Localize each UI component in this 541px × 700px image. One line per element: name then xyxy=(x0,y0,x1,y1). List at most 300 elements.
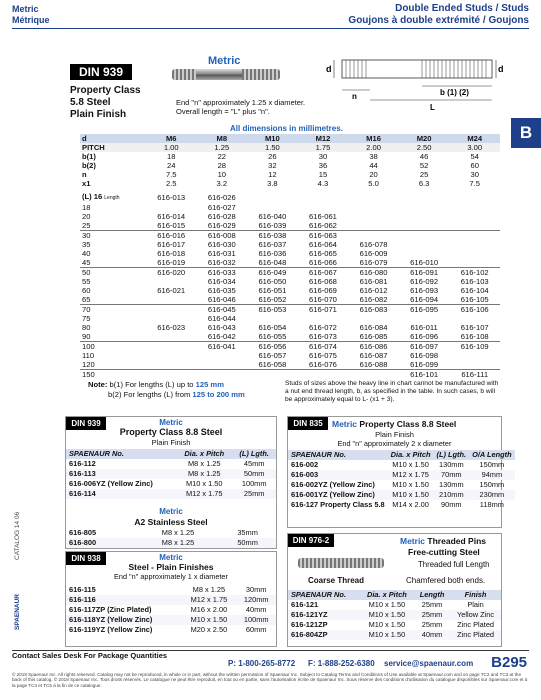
part-cell: 616-027 xyxy=(207,203,236,212)
table-row xyxy=(288,480,515,490)
table-row xyxy=(66,489,276,499)
col-dia-pitch: Dia. x Pitch xyxy=(176,449,232,459)
end-note xyxy=(176,98,305,116)
spec-cell: 1.50 xyxy=(247,143,298,152)
part-cell: 616-071 xyxy=(298,305,349,315)
spec-label: b(1) xyxy=(82,152,96,161)
part-cell: 616-018 xyxy=(157,249,186,258)
spec-cell: 1.75 xyxy=(298,143,349,152)
table-cell: M12 x 1.75 xyxy=(190,595,228,604)
length-label xyxy=(80,192,146,203)
table-row xyxy=(288,460,515,470)
part-cell xyxy=(399,314,450,323)
part-cell: 616-074 xyxy=(298,342,349,352)
part-cell: 616-109 xyxy=(449,342,500,352)
box-976-badge: DIN 976-2 xyxy=(288,534,334,547)
table-cell: 150mm xyxy=(479,480,505,489)
table-cell: 35mm xyxy=(237,528,258,537)
part-cell xyxy=(399,192,450,203)
box-939-ss-metric: Metric xyxy=(159,507,183,516)
spec-cell: 7.5 xyxy=(469,179,480,188)
length-row xyxy=(80,314,500,323)
part-cell xyxy=(247,192,298,203)
footer-fax: F: 1-888-252-6380 xyxy=(308,659,375,668)
spec-label: n xyxy=(82,170,87,179)
metric-title: Metric xyxy=(208,55,241,67)
spec-row xyxy=(80,143,500,152)
part-cell: 616-021 xyxy=(157,286,186,295)
part-cell xyxy=(247,314,298,323)
length-row xyxy=(80,323,500,332)
part-cell: 616-063 xyxy=(298,231,349,241)
part-cell: 616-017 xyxy=(157,240,186,249)
table-cell: 130mm xyxy=(438,480,464,489)
spec-cell: 44 xyxy=(369,161,378,170)
part-cell: 616-040 xyxy=(258,212,287,221)
diagram-d-left: d xyxy=(326,64,332,74)
table-cell: 25mm xyxy=(421,620,443,629)
length-value: 18 xyxy=(82,203,91,212)
spec-row xyxy=(80,152,500,161)
spec-cell: 15 xyxy=(318,170,328,179)
part-cell: 616-103 xyxy=(460,277,489,286)
size-m24: M24 xyxy=(449,134,500,143)
part-cell: 616-029 xyxy=(207,221,236,230)
part-cell: 616-037 xyxy=(258,240,287,249)
spec-cell: 6.3 xyxy=(418,179,430,188)
table-row xyxy=(66,605,276,615)
page-number: B295 xyxy=(491,654,527,671)
length-value: 40 xyxy=(82,249,91,258)
length-value: 25 xyxy=(82,221,91,230)
stud-photo xyxy=(172,69,280,80)
table-cell: 616-800 xyxy=(69,538,97,547)
size-header-row xyxy=(80,134,500,143)
length-row xyxy=(80,370,500,380)
table-row xyxy=(66,479,276,489)
spec-cell: 30 xyxy=(470,170,479,179)
table-cell: M10 x 1.50 xyxy=(368,630,406,639)
part-cell: 616-046 xyxy=(207,295,236,304)
part-cell xyxy=(146,370,197,380)
table-cell: 616-003 xyxy=(291,470,319,479)
part-cell xyxy=(298,370,349,380)
part-cell: 616-061 xyxy=(309,212,337,221)
box-976-heading xyxy=(400,536,486,546)
spec-cell: 28 xyxy=(217,161,227,170)
footer-phone: P: 1-800-265-8772 xyxy=(228,659,296,668)
table-cell: 616-001YZ (Yellow Zinc) xyxy=(291,490,375,499)
spec-cell: 3.00 xyxy=(449,143,500,152)
box-835-metric: Metric xyxy=(332,419,358,429)
part-cell: 616-082 xyxy=(359,295,388,304)
part-cell: 616-048 xyxy=(258,258,287,267)
part-cell: 616-009 xyxy=(359,249,388,258)
part-cell: 616-087 xyxy=(359,351,388,360)
part-cell xyxy=(449,360,500,370)
header-metric-en: Metric xyxy=(12,4,39,14)
threaded-pin-photo xyxy=(298,558,384,568)
col-dia-pitch: Dia. x Pitch xyxy=(360,590,414,600)
spec-cell: 2.50 xyxy=(399,143,450,152)
part-cell: 616-028 xyxy=(207,212,236,221)
part-cell: 616-041 xyxy=(197,342,248,352)
table-cell: 616-115 xyxy=(69,585,96,594)
table-row xyxy=(66,528,276,538)
spec-cell: 12 xyxy=(268,170,277,179)
length-row xyxy=(80,295,500,305)
footer-email[interactable]: service@spaenaur.com xyxy=(384,659,474,668)
part-cell: 616-101 xyxy=(399,370,450,380)
part-cell: 616-016 xyxy=(146,231,197,241)
part-cell: 616-051 xyxy=(258,286,287,295)
header-metric-fr: Métrique xyxy=(12,15,50,25)
part-cell: 616-068 xyxy=(309,277,337,286)
part-cell: 616-010 xyxy=(410,258,439,267)
spec-cell: 3.2 xyxy=(216,179,228,188)
part-cell: 616-105 xyxy=(460,295,489,304)
table-cell: Zinc Plated xyxy=(457,630,495,639)
box-976-chamfered: Chamfered both ends. xyxy=(406,576,486,585)
length-row xyxy=(80,305,500,315)
size-m8: M8 xyxy=(197,134,248,143)
table-cell: 30mm xyxy=(245,585,267,594)
box-938-metric: Metric xyxy=(159,553,183,562)
length-value: 30 xyxy=(80,231,146,241)
part-cell: 616-075 xyxy=(309,351,337,360)
class-line-1: Property Class xyxy=(70,85,141,96)
part-cell xyxy=(146,277,197,286)
table-cell: 50mm xyxy=(237,538,258,547)
part-cell: 616-014 xyxy=(157,212,186,221)
length-row xyxy=(80,332,500,342)
box-976-title1: Threaded Pins xyxy=(427,536,486,546)
col-d: d xyxy=(80,134,146,143)
part-cell: 616-042 xyxy=(207,332,236,341)
length-row xyxy=(80,203,500,212)
part-cell: 616-086 xyxy=(348,342,399,352)
part-cell: 616-023 xyxy=(157,323,186,332)
part-cell: 616-102 xyxy=(449,268,500,278)
part-cell: 616-097 xyxy=(399,342,450,352)
table-cell: M10 x 1.50 xyxy=(368,600,406,609)
col-spaenaur-no: SPAENAUR No. xyxy=(288,450,388,460)
box-939-ss-table xyxy=(66,528,276,548)
part-cell: 616-057 xyxy=(258,351,287,360)
part-cell: 616-026 xyxy=(207,193,236,202)
spec-row xyxy=(80,161,500,170)
table-cell: Zinc Plated xyxy=(457,620,495,629)
part-cell xyxy=(399,212,450,221)
part-cell xyxy=(348,370,399,380)
box-976-coarse: Coarse Thread xyxy=(308,576,365,585)
spec-cell: 26 xyxy=(268,152,277,161)
main-parts-table xyxy=(80,134,500,379)
part-cell: 616-099 xyxy=(410,360,439,369)
part-cell xyxy=(348,231,399,241)
part-cell xyxy=(247,370,298,380)
table-row xyxy=(288,500,515,510)
size-m6: M6 xyxy=(146,134,197,143)
box-din-835 xyxy=(287,416,512,528)
part-cell: 616-045 xyxy=(197,305,248,315)
part-cell xyxy=(146,314,197,323)
table-cell: 616-804ZP xyxy=(291,630,328,639)
spec-cell: 10 xyxy=(217,170,227,179)
table-cell: M10 x 1.50 xyxy=(185,479,223,488)
length-row xyxy=(80,240,500,249)
spec-cell: 7.5 xyxy=(165,170,177,179)
part-cell: 616-066 xyxy=(309,258,337,267)
table-row xyxy=(66,538,276,548)
table-cell: M10 x 1.50 xyxy=(392,490,429,499)
table-cell: M8 x 1.25 xyxy=(161,538,195,547)
class-line-2: 5.8 Steel xyxy=(70,97,111,108)
table-cell: 94mm xyxy=(481,470,503,479)
part-cell: 616-044 xyxy=(207,314,236,323)
length-value: 80 xyxy=(82,323,91,332)
box-938-note: End "n" approximately 1 x diameter xyxy=(114,572,228,581)
part-cell xyxy=(449,212,500,221)
stud-diagram xyxy=(322,50,502,120)
table-row xyxy=(288,620,501,630)
spec-cell: 2.5 xyxy=(165,179,177,188)
part-cell: 616-095 xyxy=(399,305,450,315)
part-cell xyxy=(399,240,450,249)
col-oa-length: O/A Length xyxy=(469,450,515,460)
part-cell: 616-079 xyxy=(359,258,388,267)
part-cell: 616-013 xyxy=(157,193,186,202)
part-cell: 616-053 xyxy=(247,305,298,315)
table-cell: 616-118YZ (Yellow Zinc) xyxy=(69,615,153,624)
part-cell xyxy=(348,221,399,231)
col-length: Length xyxy=(414,590,450,600)
part-cell: 616-043 xyxy=(207,323,236,332)
col-length: (L) Lgth. xyxy=(232,449,276,459)
box-938-badge: DIN 938 xyxy=(66,552,106,565)
part-cell: 616-062 xyxy=(309,221,337,230)
part-cell xyxy=(399,231,450,241)
table-row xyxy=(288,600,501,610)
table-cell: 616-805 xyxy=(69,528,97,537)
part-cell xyxy=(449,192,500,203)
box-835-badge: DIN 835 xyxy=(288,417,328,430)
part-cell xyxy=(197,360,248,370)
table-row xyxy=(66,459,276,469)
table-cell: 616-121ZP xyxy=(291,620,328,629)
part-cell: 616-064 xyxy=(309,240,337,249)
length-value: 55 xyxy=(82,277,91,286)
length-row xyxy=(80,212,500,221)
length-row xyxy=(80,351,500,360)
part-cell: 616-073 xyxy=(309,332,337,341)
table-cell: M8 x 1.25 xyxy=(188,469,221,478)
part-cell xyxy=(146,332,197,342)
footer-contact: Contact Sales Desk For Package Quantities xyxy=(12,651,168,660)
length-row xyxy=(80,360,500,370)
length-value: 60 xyxy=(82,286,91,295)
part-cell: 616-084 xyxy=(359,323,388,332)
part-cell xyxy=(348,212,399,221)
spec-cell: 30 xyxy=(318,152,328,161)
part-cell: 616-058 xyxy=(258,360,287,369)
box-938-table xyxy=(66,585,276,635)
box-835-table xyxy=(288,450,515,510)
table-cell: M10 x 1.50 xyxy=(392,460,429,469)
part-cell xyxy=(348,314,399,323)
part-cell xyxy=(146,305,197,315)
part-cell xyxy=(146,342,197,352)
spec-cell: 1.25 xyxy=(197,143,248,152)
section-tab-b[interactable]: B xyxy=(511,118,541,148)
din-939-badge: DIN 939 xyxy=(70,64,132,80)
box-976-sub1: Threaded full Length xyxy=(418,560,490,569)
spec-cell: 52 xyxy=(419,161,429,170)
part-cell xyxy=(146,360,197,370)
box-938-title: Steel - Plain Finishes xyxy=(128,562,214,572)
table-cell: Plain xyxy=(467,600,484,609)
table-row xyxy=(288,610,501,620)
diagram-b: b (1) (2) xyxy=(440,88,469,97)
spec-cell: 25 xyxy=(419,170,429,179)
table-cell: 616-127 Property Class 5.8 xyxy=(291,500,385,509)
part-cell xyxy=(399,221,450,231)
table-cell: 616-002YZ (Yellow Zinc) xyxy=(291,480,375,489)
header-title-en: Double Ended Studs / Studs xyxy=(395,3,529,14)
part-cell xyxy=(298,203,349,212)
length-row xyxy=(80,221,500,231)
table-cell: M16 x 2.00 xyxy=(190,605,228,614)
part-cell xyxy=(197,370,248,380)
part-cell: 616-081 xyxy=(359,277,388,286)
length-row xyxy=(80,286,500,295)
table-cell: 100mm xyxy=(241,479,267,488)
part-cell: 616-078 xyxy=(359,240,388,249)
table-cell: M20 x 2.50 xyxy=(190,625,228,634)
length-row xyxy=(80,249,500,258)
table-cell: 50mm xyxy=(243,469,265,478)
part-cell: 616-065 xyxy=(309,249,337,258)
part-cell xyxy=(146,351,197,360)
part-cell xyxy=(399,249,450,258)
note-b2: b(2) For lengths (L) from xyxy=(108,389,191,399)
part-cell xyxy=(449,351,500,360)
table-cell: 120mm xyxy=(243,595,269,604)
part-cell: 616-056 xyxy=(247,342,298,352)
part-cell: 616-055 xyxy=(258,332,287,341)
length-row xyxy=(80,277,500,286)
part-cell: 616-076 xyxy=(309,360,337,369)
size-m16: M16 xyxy=(348,134,399,143)
col-spaenaur-no: SPAENAUR No. xyxy=(66,449,176,459)
size-m20: M20 xyxy=(399,134,450,143)
part-cell: 616-050 xyxy=(258,277,287,286)
spec-row xyxy=(80,170,500,179)
box-din-939 xyxy=(65,416,277,549)
brand-label: SPAENAUR xyxy=(14,594,21,630)
end-note-1: End "n" approximately 1.25 x diameter. xyxy=(176,98,306,107)
spec-row xyxy=(80,179,500,188)
part-cell xyxy=(348,203,399,212)
part-cell: 616-094 xyxy=(410,295,439,304)
table-cell: 616-121 xyxy=(291,600,319,609)
length-row xyxy=(80,268,500,278)
table-cell: 616-121YZ xyxy=(291,610,328,619)
table-cell: 210mm xyxy=(438,490,464,499)
part-cell: 616-107 xyxy=(460,323,489,332)
col-finish: Finish xyxy=(450,590,501,600)
table-cell: 60mm xyxy=(245,625,267,634)
part-cell: 616-038 xyxy=(247,231,298,241)
table-cell: M10 x 1.50 xyxy=(392,480,429,489)
part-cell: 616-104 xyxy=(460,286,489,295)
spec-cell: 18 xyxy=(167,152,176,161)
part-cell: 616-011 xyxy=(410,323,438,332)
spec-cell: 4.3 xyxy=(317,179,329,188)
spec-cell: 36 xyxy=(318,161,328,170)
table-cell: M8 x 1.25 xyxy=(192,585,226,594)
brand-margin xyxy=(14,570,24,630)
diagram-l: L xyxy=(430,103,435,112)
table-cell: 616-114 xyxy=(69,489,96,498)
table-cell: M10 x 1.50 xyxy=(368,610,406,619)
table-cell: 90mm xyxy=(441,500,462,509)
part-cell: 616-067 xyxy=(298,268,349,278)
part-cell: 616-083 xyxy=(348,305,399,315)
length-value: 90 xyxy=(82,332,91,341)
table-cell: 25mm xyxy=(421,610,443,619)
table-cell: M8 x 1.25 xyxy=(161,528,195,537)
table-cell: M12 x 1.75 xyxy=(392,470,429,479)
table-cell: 616-119YZ (Yellow Zinc) xyxy=(69,625,153,634)
table-cell: 45mm xyxy=(243,459,265,468)
note-b1: b(1) For lengths (L) up to xyxy=(109,380,194,389)
box-939-title: Property Class 8.8 Steel xyxy=(119,427,223,437)
length-row xyxy=(80,231,500,241)
length-value: 110 xyxy=(82,351,95,360)
part-cell xyxy=(449,231,500,241)
part-cell: 616-035 xyxy=(207,286,236,295)
spec-cell: 20 xyxy=(369,170,378,179)
part-cell xyxy=(399,203,450,212)
part-cell: 616-049 xyxy=(247,268,298,278)
spec-cell: 38 xyxy=(369,152,378,161)
part-cell: 616-034 xyxy=(207,277,236,286)
part-cell: 616-088 xyxy=(359,360,388,369)
part-cell: 616-091 xyxy=(399,268,450,278)
spec-label: PITCH xyxy=(80,143,146,152)
box-835-finish: Plain Finish xyxy=(375,430,414,439)
part-cell xyxy=(449,249,500,258)
table-cell: 25mm xyxy=(243,489,265,498)
part-cell xyxy=(449,240,500,249)
part-cell: 616-085 xyxy=(359,332,388,341)
part-cell xyxy=(449,221,500,231)
table-cell: M8 x 1.25 xyxy=(188,459,221,468)
class-line-3: Plain Finish xyxy=(70,109,127,120)
part-cell: 616-093 xyxy=(410,286,439,295)
part-cell: 616-052 xyxy=(258,295,287,304)
part-cell xyxy=(298,314,349,323)
header-rule xyxy=(12,28,529,29)
table-row xyxy=(288,630,501,640)
part-cell xyxy=(298,192,349,203)
spec-cell: 1.00 xyxy=(146,143,197,152)
length-value: 45 xyxy=(82,258,91,267)
part-cell: 616-098 xyxy=(410,351,439,360)
part-cell: 616-032 xyxy=(207,258,236,267)
box-din-976 xyxy=(287,533,502,647)
